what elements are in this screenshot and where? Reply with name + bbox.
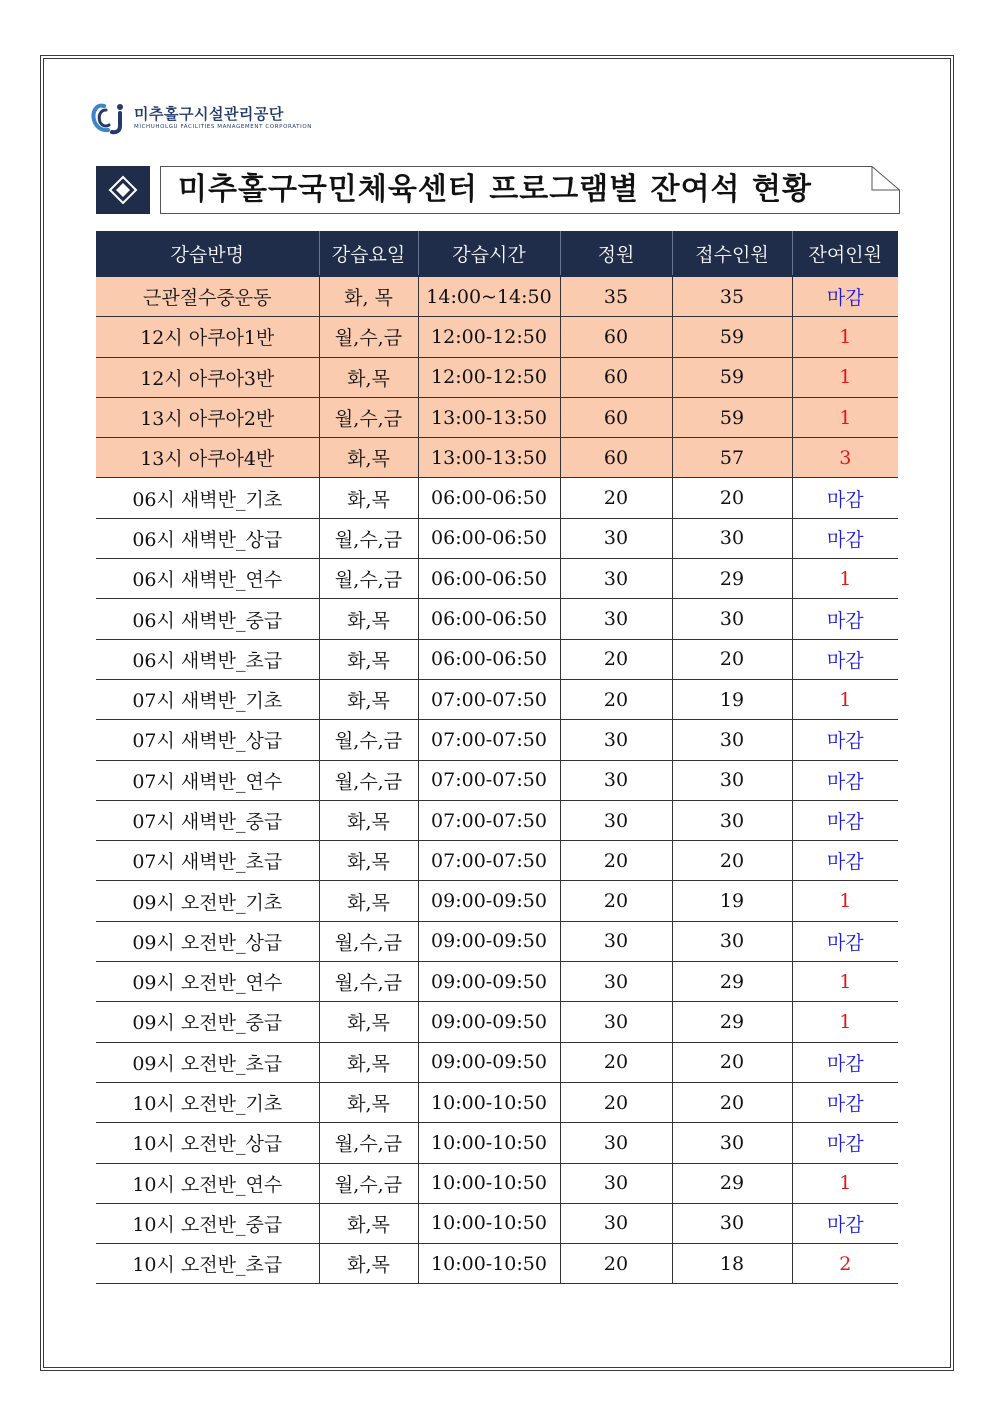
cell-remaining: 1 [792,679,898,719]
page-title: 미추홀구국민체육센터 프로그램별 잔여석 현황 [178,172,812,207]
cell-remaining: 마감 [792,276,898,317]
cell-days: 월,수,금 [319,720,418,760]
cell-class-name: 06시 새벽반_상급 [96,518,319,558]
cell-enrolled: 20 [672,478,792,518]
org-name: 미추홀구시설관리공단 [134,105,284,123]
cell-days: 월,수,금 [319,921,418,961]
cell-days: 화,목 [319,599,418,639]
cell-days: 화,목 [319,841,418,881]
cell-remaining: 마감 [792,760,898,800]
cell-capacity: 60 [560,438,672,478]
cell-time: 07:00-07:50 [418,679,560,719]
diamond-icon [96,166,150,214]
cell-enrolled: 30 [672,599,792,639]
cell-capacity: 30 [560,921,672,961]
cell-enrolled: 20 [672,841,792,881]
table-row [96,639,898,679]
cell-time: 07:00-07:50 [418,720,560,760]
cell-class-name: 근관절수중운동 [96,276,319,317]
cell-time: 10:00-10:50 [418,1203,560,1243]
cell-time: 09:00-09:50 [418,1042,560,1082]
cell-capacity: 20 [560,1082,672,1122]
cell-capacity: 20 [560,679,672,719]
cell-class-name: 06시 새벽반_기초 [96,478,319,518]
cell-capacity: 20 [560,1244,672,1284]
cell-remaining: 1 [792,1002,898,1042]
cell-enrolled: 30 [672,1123,792,1163]
table-row [96,559,898,599]
cell-days: 화,목 [319,1244,418,1284]
cell-days: 월,수,금 [319,1123,418,1163]
cell-class-name: 07시 새벽반_중급 [96,800,319,840]
table-row [96,1082,898,1122]
cell-class-name: 06시 새벽반_중급 [96,599,319,639]
cell-capacity: 60 [560,317,672,357]
cell-capacity: 30 [560,720,672,760]
cell-remaining: 마감 [792,599,898,639]
cell-enrolled: 35 [672,276,792,317]
cell-remaining: 마감 [792,1203,898,1243]
cell-days: 월,수,금 [319,317,418,357]
table-row [96,357,898,397]
cell-remaining: 마감 [792,1123,898,1163]
table-row [96,679,898,719]
cell-days: 화, 목 [319,276,418,317]
cell-days: 월,수,금 [319,559,418,599]
table-row [96,881,898,921]
cell-time: 09:00-09:50 [418,962,560,1002]
table-row [96,397,898,437]
cell-capacity: 20 [560,639,672,679]
header-remaining: 잔여인원 [792,231,898,276]
cell-enrolled: 30 [672,720,792,760]
header-days: 강습요일 [319,231,418,276]
cell-capacity: 30 [560,1002,672,1042]
cell-capacity: 20 [560,881,672,921]
cell-class-name: 10시 오전반_기초 [96,1082,319,1122]
cell-capacity: 20 [560,1042,672,1082]
cell-time: 07:00-07:50 [418,800,560,840]
cell-time: 06:00-06:50 [418,559,560,599]
cell-time: 14:00~14:50 [418,276,560,317]
cell-remaining: 마감 [792,720,898,760]
title-marker [96,166,150,214]
cell-remaining: 1 [792,1163,898,1203]
cell-remaining: 1 [792,962,898,1002]
cell-days: 화,목 [319,1203,418,1243]
table-row [96,921,898,961]
cell-enrolled: 57 [672,438,792,478]
cell-remaining: 마감 [792,841,898,881]
cell-class-name: 06시 새벽반_초급 [96,639,319,679]
table-row [96,1203,898,1243]
cell-class-name: 09시 오전반_기초 [96,881,319,921]
cell-enrolled: 29 [672,962,792,1002]
cell-time: 07:00-07:50 [418,760,560,800]
cell-enrolled: 19 [672,679,792,719]
cell-remaining: 1 [792,357,898,397]
table-row [96,276,898,317]
cell-remaining: 마감 [792,800,898,840]
header-class-name: 강습반명 [96,231,319,276]
table-row [96,1163,898,1203]
cell-class-name: 07시 새벽반_상급 [96,720,319,760]
cell-time: 12:00-12:50 [418,317,560,357]
cell-time: 09:00-09:50 [418,881,560,921]
cell-remaining: 1 [792,559,898,599]
table-row [96,800,898,840]
table-header-row [96,231,898,276]
cell-class-name: 07시 새벽반_초급 [96,841,319,881]
cell-days: 화,목 [319,639,418,679]
cell-days: 화,목 [319,881,418,921]
cell-time: 13:00-13:50 [418,438,560,478]
cell-remaining: 마감 [792,921,898,961]
cell-remaining: 1 [792,317,898,357]
cell-capacity: 30 [560,1203,672,1243]
cell-class-name: 07시 새벽반_기초 [96,679,319,719]
cell-capacity: 20 [560,841,672,881]
cell-time: 06:00-06:50 [418,518,560,558]
table-row [96,841,898,881]
cell-days: 월,수,금 [319,760,418,800]
cell-enrolled: 59 [672,317,792,357]
cell-time: 10:00-10:50 [418,1163,560,1203]
cell-capacity: 30 [560,1163,672,1203]
cell-enrolled: 30 [672,1203,792,1243]
cell-capacity: 30 [560,599,672,639]
cell-enrolled: 20 [672,639,792,679]
cell-time: 10:00-10:50 [418,1123,560,1163]
header-time: 강습시간 [418,231,560,276]
cell-enrolled: 59 [672,397,792,437]
cell-capacity: 30 [560,559,672,599]
table-body [96,276,898,1284]
cell-capacity: 30 [560,760,672,800]
cell-days: 월,수,금 [319,397,418,437]
cell-days: 화,목 [319,1002,418,1042]
cell-capacity: 30 [560,518,672,558]
cell-class-name: 10시 오전반_연수 [96,1163,319,1203]
cell-class-name: 09시 오전반_초급 [96,1042,319,1082]
cell-remaining: 마감 [792,518,898,558]
table-row [96,518,898,558]
table-row [96,1042,898,1082]
org-logo-icon [90,100,130,136]
cell-time: 10:00-10:50 [418,1244,560,1284]
cell-time: 06:00-06:50 [418,599,560,639]
cell-remaining: 3 [792,438,898,478]
cell-time: 06:00-06:50 [418,639,560,679]
cell-enrolled: 29 [672,1002,792,1042]
cell-capacity: 30 [560,1123,672,1163]
table-row [96,962,898,1002]
cell-time: 09:00-09:50 [418,921,560,961]
table-row [96,438,898,478]
cell-capacity: 60 [560,397,672,437]
header-enrolled: 접수인원 [672,231,792,276]
cell-class-name: 13시 아쿠아2반 [96,397,319,437]
cell-enrolled: 18 [672,1244,792,1284]
cell-days: 화,목 [319,357,418,397]
table-row [96,720,898,760]
cell-time: 13:00-13:50 [418,397,560,437]
cell-days: 화,목 [319,1082,418,1122]
cell-enrolled: 20 [672,1042,792,1082]
cell-class-name: 10시 오전반_상급 [96,1123,319,1163]
table-row [96,1002,898,1042]
cell-days: 월,수,금 [319,1163,418,1203]
cell-enrolled: 30 [672,921,792,961]
cell-enrolled: 59 [672,357,792,397]
cell-class-name: 13시 아쿠아4반 [96,438,319,478]
cell-capacity: 30 [560,800,672,840]
cell-time: 07:00-07:50 [418,841,560,881]
cell-days: 화,목 [319,438,418,478]
org-logo [90,100,312,136]
cell-remaining: 1 [792,397,898,437]
cell-class-name: 09시 오전반_연수 [96,962,319,1002]
cell-class-name: 09시 오전반_상급 [96,921,319,961]
cell-remaining: 마감 [792,478,898,518]
cell-enrolled: 19 [672,881,792,921]
table-row [96,317,898,357]
cell-remaining: 1 [792,881,898,921]
cell-days: 월,수,금 [319,518,418,558]
table-row [96,478,898,518]
cell-remaining: 2 [792,1244,898,1284]
cell-remaining: 마감 [792,1042,898,1082]
cell-time: 09:00-09:50 [418,1002,560,1042]
cell-time: 12:00-12:50 [418,357,560,397]
table-row [96,599,898,639]
table-row [96,760,898,800]
cell-enrolled: 29 [672,559,792,599]
cell-capacity: 35 [560,276,672,317]
cell-class-name: 10시 오전반_중급 [96,1203,319,1243]
cell-remaining: 마감 [792,1082,898,1122]
table-row [96,1244,898,1284]
cell-capacity: 30 [560,962,672,1002]
header-capacity: 정원 [560,231,672,276]
program-seat-table [96,231,898,1284]
cell-enrolled: 30 [672,800,792,840]
cell-class-name: 10시 오전반_초급 [96,1244,319,1284]
cell-capacity: 20 [560,478,672,518]
cell-days: 화,목 [319,679,418,719]
cell-class-name: 06시 새벽반_연수 [96,559,319,599]
title-banner [160,166,900,214]
cell-class-name: 12시 아쿠아1반 [96,317,319,357]
cell-days: 화,목 [319,1042,418,1082]
cell-time: 10:00-10:50 [418,1082,560,1122]
cell-days: 화,목 [319,800,418,840]
table-row [96,1123,898,1163]
cell-days: 월,수,금 [319,962,418,1002]
cell-enrolled: 30 [672,760,792,800]
cell-days: 화,목 [319,478,418,518]
cell-remaining: 마감 [792,639,898,679]
cell-enrolled: 30 [672,518,792,558]
cell-time: 06:00-06:50 [418,478,560,518]
cell-enrolled: 29 [672,1163,792,1203]
cell-class-name: 12시 아쿠아3반 [96,357,319,397]
cell-capacity: 60 [560,357,672,397]
cell-class-name: 09시 오전반_중급 [96,1002,319,1042]
cell-class-name: 07시 새벽반_연수 [96,760,319,800]
cell-enrolled: 20 [672,1082,792,1122]
org-subtitle: MICHUHOLGU FACILITIES MANAGEMENT CORPORATION [134,124,312,130]
